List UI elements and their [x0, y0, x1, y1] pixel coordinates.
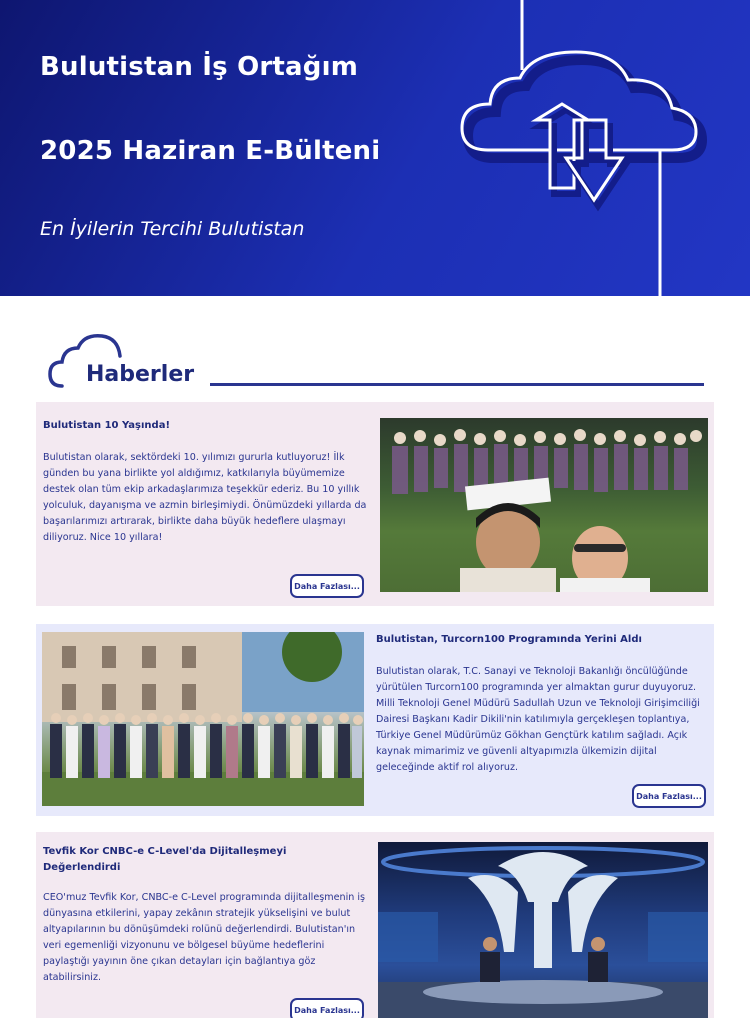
news-body: Bulutistan olarak, sektördeki 10. yılımızı gururla kutluyoruz! İlk günden bu yana birlikte yol aldığımız, katkılarıyla büyümemize destek olan tüm ekip arkadaşlarımıza teşekkür ederiz. Bu 10 yıllık yolculuk, dayanışma ve azmin birleşimiydi. Önümüzdeki yıllarda da başarılarımızı artırarak, birlikte daha büyük hedeflere ulaşmayı diliyoruz. Nice 10 yıllara! — [43, 452, 367, 543]
read-more-button[interactable]: Daha Fazlası... — [290, 998, 364, 1018]
anniversary-photo — [380, 418, 708, 592]
news-body: Bulutistan olarak, T.C. Sanayi ve Teknoloji Bakanlığı öncülüğünde yürütülen Turcorn100 programında yer almaktan gurur duyuyoruz. Milli Teknoloji Genel Müdürü Sadullah Uzun ve Teknoloji Girişimciliği Dairesi Başkanı Kadir Dikili'nin katılımıyla gerçekleşen toplantıya, Türkiye Genel Müdürümüz Gökhan Gençtürk katılım sağladı. Açık kaynak mimarimiz ve güvenli altyapımızla ülkemizin dijital geleceğinde aktif rol alıyoruz. — [376, 666, 700, 773]
section-title: Haberler — [86, 362, 195, 387]
read-more-button[interactable]: Daha Fazlası... — [290, 574, 364, 598]
group-photo-image — [42, 632, 364, 806]
tv-studio-photo — [378, 842, 708, 1018]
news-card-cnbce — [36, 832, 714, 1018]
news-card-turcorn100 — [36, 624, 714, 816]
newsletter-title: Bulutistan İş Ortağım — [40, 52, 359, 82]
section-divider — [210, 383, 704, 386]
studio-set-image — [378, 842, 708, 1018]
cloud-transfer-icon — [440, 0, 750, 296]
read-more-button[interactable]: Daha Fazlası... — [632, 784, 706, 808]
crowd-selfie-image — [380, 418, 708, 592]
news-title: Tevfik Kor CNBC-e C-Level'da Dijitalleşmeyi Değerlendirdi — [43, 846, 287, 873]
turcorn100-photo — [42, 632, 364, 806]
news-card-anniversary — [36, 402, 714, 606]
newsletter-subtitle: 2025 Haziran E-Bülteni — [40, 136, 381, 166]
news-section-header — [48, 330, 708, 392]
hero-banner — [0, 0, 750, 296]
tagline: En İyilerin Tercihi Bulutistan — [40, 218, 305, 240]
news-title: Bulutistan, Turcorn100 Programında Yerini Aldı — [376, 634, 642, 645]
news-title: Bulutistan 10 Yaşında! — [43, 420, 171, 431]
news-body: CEO'muz Tevfik Kor, CNBC-e C-Level programında dijitalleşmenin iş dünyasına etkilerini, yapay zekânın stratejik yükselişini ve bulut altyapılarının bu dönüşümdeki rolünü değerlendirdi. Bulutistan'ın veri egemenliği vizyonunu ve bölgesel büyüme hedeflerini paylaştığı yayının öne çıkan detayları için bağlantıya göz atabilirsiniz. — [43, 892, 366, 983]
